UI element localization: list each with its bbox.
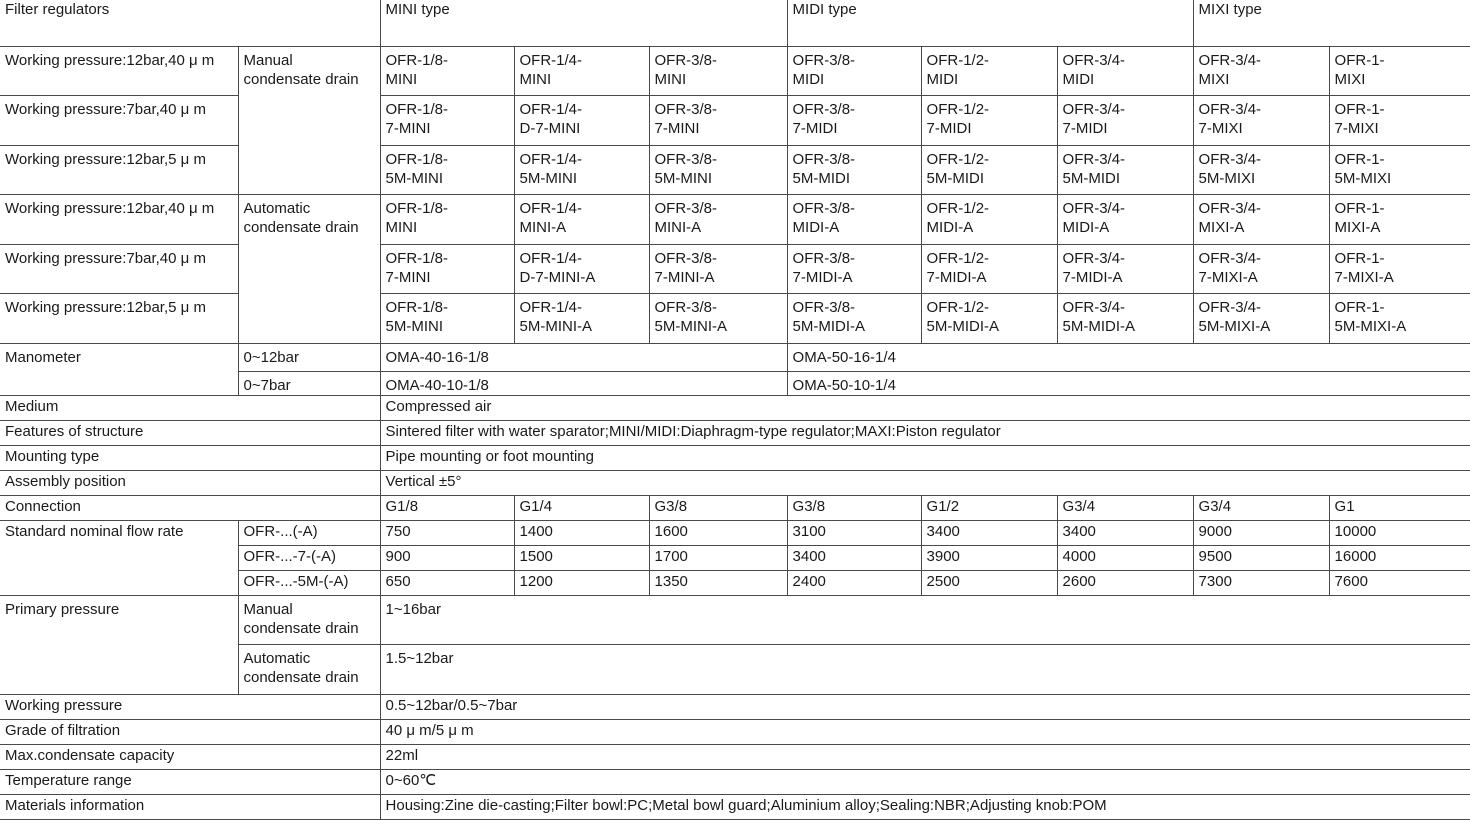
model-number: OFR-3/8- MINI: [649, 46, 787, 96]
flow-value: 750: [380, 520, 514, 545]
model-number: OFR-3/4- 5M-MIDI-A: [1057, 294, 1193, 344]
row-label: Manometer: [0, 343, 238, 395]
flow-value: 10000: [1329, 520, 1470, 545]
medium-row-value: Compressed air: [380, 395, 1470, 420]
model-row: [0, 294, 1470, 344]
model-number: OFR-3/8- MIDI: [787, 46, 921, 96]
flow-value: 3400: [921, 520, 1057, 545]
materials-row: [0, 794, 1470, 819]
flow-row: [0, 520, 1470, 545]
model-number: OFR-1/8- MINI: [380, 46, 514, 96]
model-number: OFR-1/8- MINI: [380, 195, 514, 245]
row-label: Materials information: [0, 794, 380, 819]
model-row: [0, 145, 1470, 195]
model-number: OFR-1/2- 5M-MIDI: [921, 145, 1057, 195]
model-number: OFR-3/4- MIDI: [1057, 46, 1193, 96]
model-number: OFR-3/8- 7-MIDI: [787, 96, 921, 146]
row-label: Working pressure:12bar,5 μ m: [0, 145, 238, 195]
working-pressure-row: [0, 694, 1470, 719]
features-row-value: Sintered filter with water sparator;MINI/MIDI:Diaphragm-type regulator;MAXI:Piston regulator: [380, 420, 1470, 445]
mounting-row-value: Pipe mounting or foot mounting: [380, 445, 1470, 470]
flow-value: 4000: [1057, 545, 1193, 570]
model-number: OFR-1/8- 7-MINI: [380, 96, 514, 146]
model-number: OFR-1/4- MINI: [514, 46, 649, 96]
flow-value: 1600: [649, 520, 787, 545]
model-number: OFR-1/8- 5M-MINI: [380, 294, 514, 344]
model-number: OFR-1/2- MIDI: [921, 46, 1057, 96]
model-number: OFR-3/8- 5M-MIDI-A: [787, 294, 921, 344]
connection-value: G1/4: [514, 495, 649, 520]
drain-type: Manual condensate drain: [238, 595, 380, 645]
model-number: OFR-1- 7-MIXI: [1329, 96, 1470, 146]
model-number: OFR-3/4- 5M-MIXI-A: [1193, 294, 1329, 344]
flow-value: 16000: [1329, 545, 1470, 570]
group-header-mixi: MIXI type: [1193, 0, 1470, 46]
manometer-range: 0~12bar: [238, 343, 380, 371]
row-label: Working pressure:7bar,40 μ m: [0, 244, 238, 294]
primary-pressure-value: 1.5~12bar: [380, 645, 1470, 695]
flow-variant: OFR-...-5M-(-A): [238, 570, 380, 595]
model-number: OFR-3/4- 7-MIDI-A: [1057, 244, 1193, 294]
model-number: OFR-3/4- 7-MIDI: [1057, 96, 1193, 146]
medium-row: [0, 395, 1470, 420]
flow-value: 1350: [649, 570, 787, 595]
model-number: OFR-1/2- 5M-MIDI-A: [921, 294, 1057, 344]
model-number: OFR-3/4- MIDI-A: [1057, 195, 1193, 245]
model-number: OFR-1- 5M-MIXI-A: [1329, 294, 1470, 344]
model-number: OFR-3/8- 5M-MINI-A: [649, 294, 787, 344]
manometer-midi-mixi: OMA-50-10-1/4: [787, 371, 1470, 395]
mounting-row: [0, 445, 1470, 470]
model-row: [0, 96, 1470, 146]
model-row: [0, 46, 1470, 96]
flow-value: 2400: [787, 570, 921, 595]
model-number: OFR-3/4- MIXI-A: [1193, 195, 1329, 245]
flow-value: 900: [380, 545, 514, 570]
drain-type: Manual condensate drain: [238, 46, 380, 195]
primary-pressure-value: 1~16bar: [380, 595, 1470, 645]
group-header-mini: MINI type: [380, 0, 787, 46]
row-label: Max.condensate capacity: [0, 744, 380, 769]
condensate-row-value: 22ml: [380, 744, 1470, 769]
flow-value: 3100: [787, 520, 921, 545]
flow-variant: OFR-...-7-(-A): [238, 545, 380, 570]
row-label: Standard nominal flow rate: [0, 520, 238, 595]
manometer-row: [0, 343, 1470, 371]
filtration-row-value: 40 μ m/5 μ m: [380, 719, 1470, 744]
drain-type: Automatic condensate drain: [238, 195, 380, 344]
materials-row-value: Housing:Zine die-casting;Filter bowl:PC;Metal bowl guard;Aluminium alloy;Sealing:NBR;Adjusting knob:POM: [380, 794, 1470, 819]
model-row: [0, 244, 1470, 294]
model-number: OFR-3/8- 7-MINI: [649, 96, 787, 146]
connection-value: G1: [1329, 495, 1470, 520]
assembly-row-value: Vertical ±5°: [380, 470, 1470, 495]
model-number: OFR-1- MIXI: [1329, 46, 1470, 96]
model-number: OFR-3/8- 5M-MINI: [649, 145, 787, 195]
connection-value: G1/8: [380, 495, 514, 520]
connection-value: G3/4: [1193, 495, 1329, 520]
row-label: Working pressure: [0, 694, 380, 719]
working-pressure-row-value: 0.5~12bar/0.5~7bar: [380, 694, 1470, 719]
flow-value: 1200: [514, 570, 649, 595]
model-number: OFR-3/8- 5M-MIDI: [787, 145, 921, 195]
drain-type: Automatic condensate drain: [238, 645, 380, 695]
model-number: OFR-3/4- MIXI: [1193, 46, 1329, 96]
manometer-midi-mixi: OMA-50-16-1/4: [787, 343, 1470, 371]
model-number: OFR-1/4- D-7-MINI-A: [514, 244, 649, 294]
row-label: Working pressure:7bar,40 μ m: [0, 96, 238, 146]
temperature-row-value: 0~60℃: [380, 769, 1470, 794]
model-number: OFR-3/8- MINI-A: [649, 195, 787, 245]
group-header-midi: MIDI type: [787, 0, 1193, 46]
row-label: Working pressure:12bar,5 μ m: [0, 294, 238, 344]
model-number: OFR-1- 7-MIXI-A: [1329, 244, 1470, 294]
model-number: OFR-1/2- MIDI-A: [921, 195, 1057, 245]
flow-value: 2600: [1057, 570, 1193, 595]
flow-value: 9500: [1193, 545, 1329, 570]
model-number: OFR-1/8- 7-MINI: [380, 244, 514, 294]
flow-variant: OFR-...(-A): [238, 520, 380, 545]
model-number: OFR-1/4- 5M-MINI: [514, 145, 649, 195]
row-label: Temperature range: [0, 769, 380, 794]
connection-row: [0, 495, 1470, 520]
flow-value: 3900: [921, 545, 1057, 570]
model-number: OFR-3/8- 7-MIDI-A: [787, 244, 921, 294]
flow-value: 1500: [514, 545, 649, 570]
connection-value: G3/4: [1057, 495, 1193, 520]
flow-value: 3400: [1057, 520, 1193, 545]
flow-value: 1400: [514, 520, 649, 545]
model-row: [0, 195, 1470, 245]
row-label: Medium: [0, 395, 380, 420]
model-number: OFR-1/2- 7-MIDI: [921, 96, 1057, 146]
model-number: OFR-3/4- 7-MIXI-A: [1193, 244, 1329, 294]
flow-value: 7300: [1193, 570, 1329, 595]
condensate-row: [0, 744, 1470, 769]
manometer-mini: OMA-40-16-1/8: [380, 343, 787, 371]
model-number: OFR-1/4- MINI-A: [514, 195, 649, 245]
flow-value: 2500: [921, 570, 1057, 595]
features-row: [0, 420, 1470, 445]
row-label: Primary pressure: [0, 595, 238, 694]
row-label: Features of structure: [0, 420, 380, 445]
model-number: OFR-1- 5M-MIXI: [1329, 145, 1470, 195]
manometer-mini: OMA-40-10-1/8: [380, 371, 787, 395]
model-number: OFR-3/4- 7-MIXI: [1193, 96, 1329, 146]
header-row: [0, 0, 1470, 46]
connection-value: G1/2: [921, 495, 1057, 520]
manometer-range: 0~7bar: [238, 371, 380, 395]
row-label: Connection: [0, 495, 380, 520]
connection-value: G3/8: [787, 495, 921, 520]
model-number: OFR-1/8- 5M-MINI: [380, 145, 514, 195]
primary-pressure-row: [0, 595, 1470, 645]
temperature-row: [0, 769, 1470, 794]
flow-value: 7600: [1329, 570, 1470, 595]
model-number: OFR-1/4- 5M-MINI-A: [514, 294, 649, 344]
flow-value: 9000: [1193, 520, 1329, 545]
row-label: Working pressure:12bar,40 μ m: [0, 195, 238, 245]
model-number: OFR-3/4- 5M-MIXI: [1193, 145, 1329, 195]
row-label: Working pressure:12bar,40 μ m: [0, 46, 238, 96]
row-label: Grade of filtration: [0, 719, 380, 744]
flow-value: 650: [380, 570, 514, 595]
model-number: OFR-3/8- MIDI-A: [787, 195, 921, 245]
table-title: Filter regulators: [0, 0, 380, 46]
model-number: OFR-1/2- 7-MIDI-A: [921, 244, 1057, 294]
model-number: OFR-1/4- D-7-MINI: [514, 96, 649, 146]
flow-value: 3400: [787, 545, 921, 570]
filtration-row: [0, 719, 1470, 744]
assembly-row: [0, 470, 1470, 495]
flow-value: 1700: [649, 545, 787, 570]
row-label: Mounting type: [0, 445, 380, 470]
model-number: OFR-3/8- 7-MINI-A: [649, 244, 787, 294]
model-number: OFR-3/4- 5M-MIDI: [1057, 145, 1193, 195]
model-number: OFR-1- MIXI-A: [1329, 195, 1470, 245]
connection-value: G3/8: [649, 495, 787, 520]
row-label: Assembly position: [0, 470, 380, 495]
